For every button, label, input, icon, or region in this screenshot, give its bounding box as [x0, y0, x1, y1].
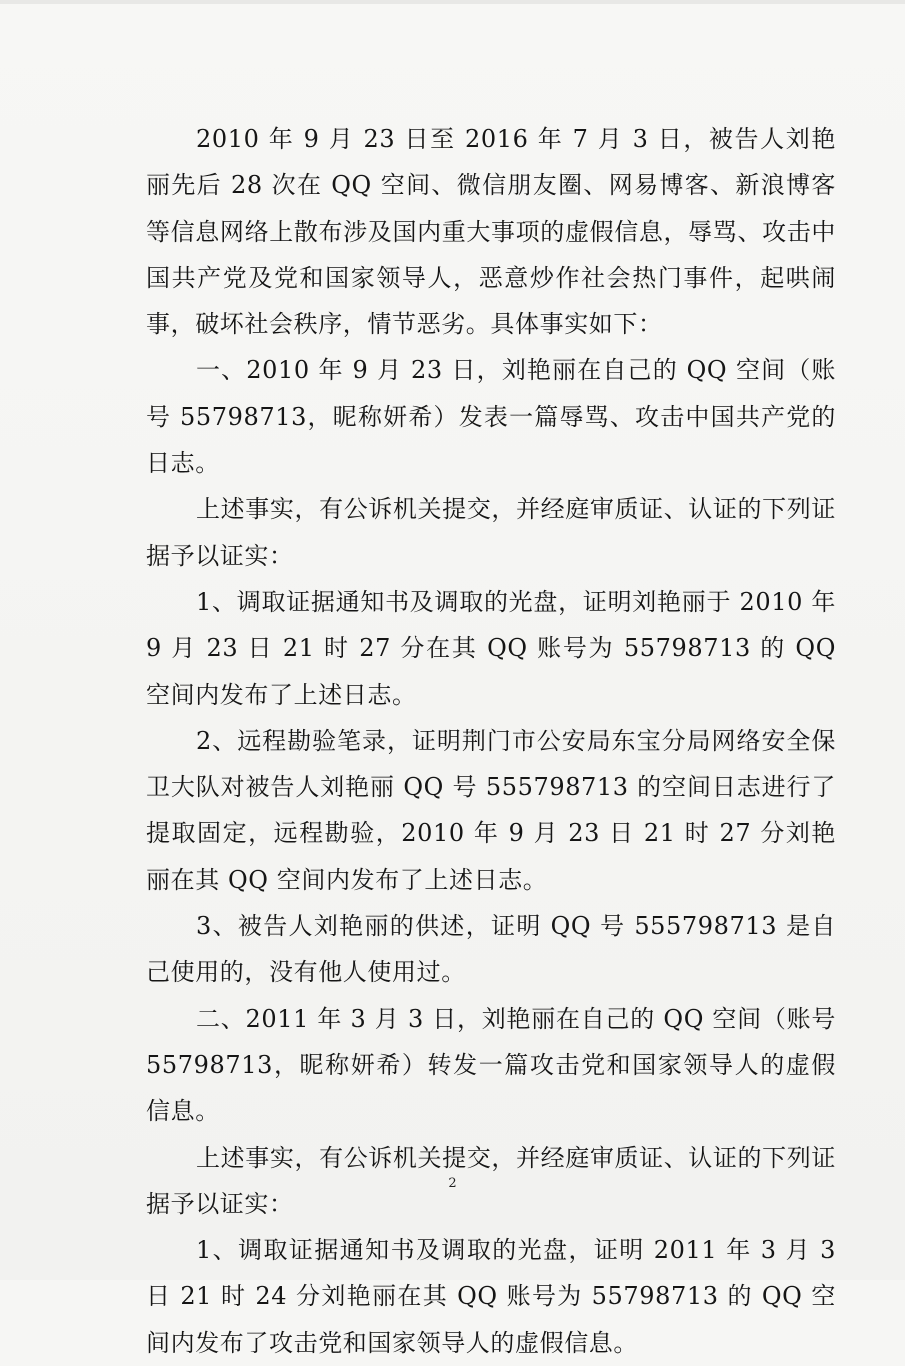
paragraph-fact-two: 二、2011 年 3 月 3 日，刘艳丽在自己的 QQ 空间（账号 55798713，昵称妍希）转发一篇攻击党和国家领导人的虚假信息。: [146, 1004, 836, 1126]
paragraph-evidence-intro-one: 上述事实，有公诉机关提交，并经庭审质证、认证的下列证据予以证实：: [146, 495, 836, 570]
paragraph-evidence-intro-two: 上述事实，有公诉机关提交，并经庭审质证、认证的下列证据予以证实：: [146, 1143, 836, 1218]
paragraph-evidence-one-1: 1、调取证据通知书及调取的光盘，证明刘艳丽于 2010 年 9 月 23 日 21 时 27 分在其 QQ 账号为 55798713 的 QQ 空间内发布了上述日志。: [146, 587, 836, 709]
paragraph-evidence-one-3: 3、被告人刘艳丽的供述，证明 QQ 号 555798713 是自己使用的，没有他人使用过。: [146, 912, 836, 987]
page-number: 2: [448, 1176, 457, 1191]
paragraph-fact-one: 一、2010 年 9 月 23 日，刘艳丽在自己的 QQ 空间（账号 55798713，昵称妍希）发表一篇辱骂、攻击中国共产党的日志。: [146, 356, 836, 478]
paragraph-summary: 2010 年 9 月 23 日至 2016 年 7 月 3 日，被告人刘艳丽先后 28 次在 QQ 空间、微信朋友圈、网易博客、新浪博客等信息网络上散布涉及国内重大事项的虚假信息，辱骂、攻击中国共产党及党和国家领导人，恶意炒作社会热门事件，起哄闹事，破坏社会秩序，情节恶劣。具体事实如下：: [146, 125, 836, 339]
scan-top-edge: [0, 0, 905, 4]
paragraph-evidence-one-2: 2、远程勘验笔录，证明荆门市公安局东宝分局网络安全保卫大队对被告人刘艳丽 QQ 号 555798713 的空间日志进行了提取固定，远程勘验，2010 年 9 月 23 日 21 时 27 分刘艳丽在其 QQ 空间内发布了上述日志。: [146, 726, 836, 894]
paragraph-evidence-two-1: 1、调取证据通知书及调取的光盘，证明 2011 年 3 月 3 日 21 时 24 分刘艳丽在其 QQ 账号为 55798713 的 QQ 空间内发布了攻击党和国家领导人的虚假信息。: [146, 1236, 836, 1357]
